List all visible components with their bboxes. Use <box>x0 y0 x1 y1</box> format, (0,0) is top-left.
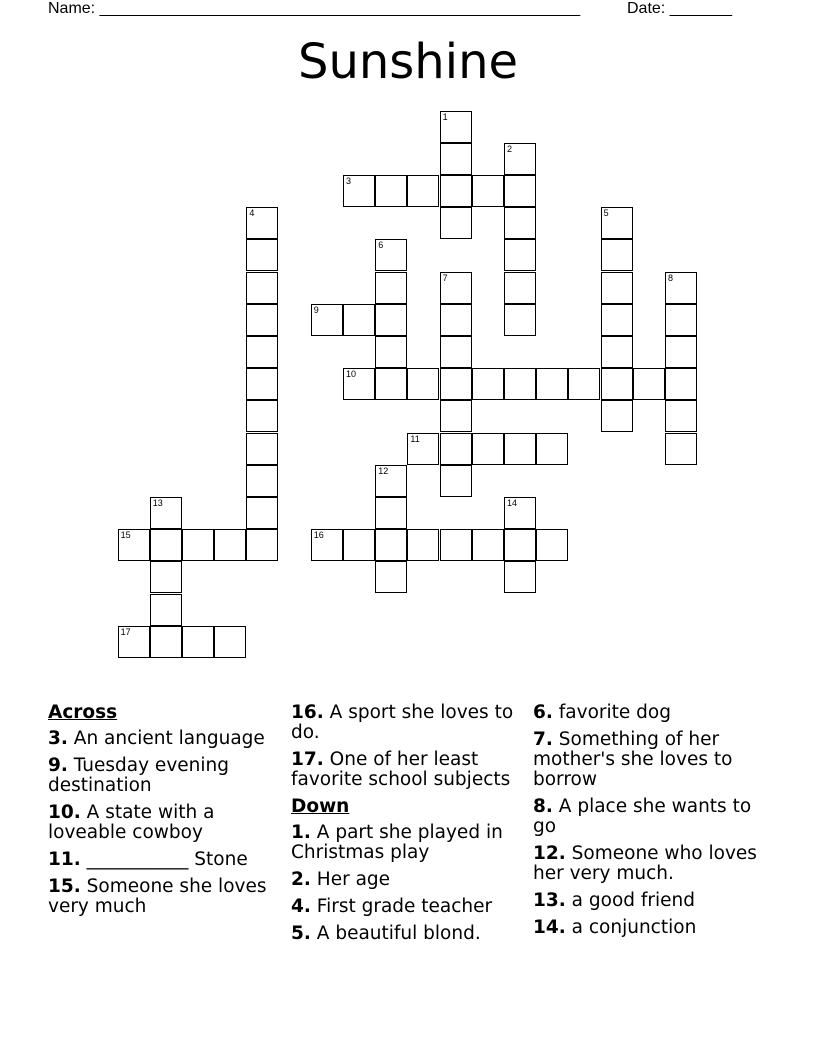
grid-cell[interactable] <box>440 304 472 336</box>
grid-cell[interactable] <box>375 529 407 561</box>
clue-text: a conjunction <box>565 917 697 938</box>
clue-number: 14. <box>533 917 566 938</box>
grid-cell[interactable] <box>440 175 472 207</box>
across-clue <box>291 703 527 743</box>
grid-cell[interactable] <box>440 400 472 432</box>
grid-cell[interactable] <box>375 368 407 400</box>
grid-cell[interactable] <box>504 497 536 529</box>
grid-cell[interactable] <box>375 175 407 207</box>
name-field-label: Name: ______________________________________________________ <box>48 0 581 17</box>
grid-cell[interactable] <box>472 175 504 207</box>
clue-text: a good friend <box>565 890 695 911</box>
grid-cell[interactable] <box>536 433 568 465</box>
grid-cell[interactable] <box>407 529 439 561</box>
grid-cell[interactable] <box>504 561 536 593</box>
clue-number-11: 11 <box>410 433 420 444</box>
grid-cell[interactable] <box>633 368 665 400</box>
grid-cell[interactable] <box>504 272 536 304</box>
down-clue <box>533 797 773 837</box>
grid-cell[interactable] <box>440 111 472 143</box>
across-clue <box>48 877 278 917</box>
clue-number: 7. <box>533 729 553 750</box>
grid-cell[interactable] <box>601 272 633 304</box>
clue-text: An ancient language <box>67 728 265 749</box>
clue-number-16: 16 <box>313 530 324 541</box>
clue-number: 4. <box>291 896 311 917</box>
date-field-label: Date: _______ <box>627 0 732 17</box>
grid-cell[interactable] <box>311 304 343 336</box>
down-clue <box>291 823 527 863</box>
grid-cell[interactable] <box>246 400 278 432</box>
grid-cell[interactable] <box>440 207 472 239</box>
grid-cell[interactable] <box>504 175 536 207</box>
clue-number: 13. <box>533 890 566 911</box>
grid-cell[interactable] <box>601 368 633 400</box>
clue-text: A part she played in Christmas play <box>291 822 503 863</box>
grid-cell[interactable] <box>665 272 697 304</box>
clue-text: ___________ Stone <box>80 849 248 870</box>
grid-cell[interactable] <box>150 626 182 658</box>
grid-cell[interactable] <box>440 272 472 304</box>
grid-cell[interactable] <box>601 304 633 336</box>
grid-cell[interactable] <box>343 368 375 400</box>
grid-cell[interactable] <box>504 143 536 175</box>
grid-cell[interactable] <box>601 400 633 432</box>
grid-cell[interactable] <box>440 336 472 368</box>
grid-cell[interactable] <box>407 368 439 400</box>
grid-cell[interactable] <box>246 239 278 271</box>
grid-cell[interactable] <box>246 368 278 400</box>
clue-number: 6. <box>533 702 553 723</box>
grid-cell[interactable] <box>472 368 504 400</box>
grid-cell[interactable] <box>246 272 278 304</box>
grid-cell[interactable] <box>440 368 472 400</box>
grid-cell[interactable] <box>375 497 407 529</box>
grid-cell[interactable] <box>504 529 536 561</box>
grid-cell[interactable] <box>568 368 600 400</box>
down-clue <box>291 897 527 917</box>
clue-number: 5. <box>291 923 311 944</box>
clue-number-8: 8 <box>668 272 674 283</box>
grid-cell[interactable] <box>182 529 214 561</box>
grid-cell[interactable] <box>504 433 536 465</box>
grid-cell[interactable] <box>440 465 472 497</box>
grid-cell[interactable] <box>665 304 697 336</box>
across-clue <box>48 803 278 843</box>
grid-cell[interactable] <box>375 465 407 497</box>
grid-cell[interactable] <box>343 529 375 561</box>
clue-text: First grade teacher <box>310 896 493 917</box>
clue-number-4: 4 <box>249 208 255 219</box>
clue-number-9: 9 <box>313 304 319 315</box>
clue-number-2: 2 <box>507 143 513 154</box>
down-clue <box>533 730 773 790</box>
grid-cell[interactable] <box>214 529 246 561</box>
grid-cell[interactable] <box>246 336 278 368</box>
clue-number: 10. <box>48 802 81 823</box>
grid-cell[interactable] <box>407 175 439 207</box>
down-clue <box>533 891 773 911</box>
grid-cell[interactable] <box>472 529 504 561</box>
clue-text: Someone who loves her very much. <box>533 843 757 884</box>
clues-column-3 <box>533 703 773 945</box>
grid-cell[interactable] <box>246 433 278 465</box>
clue-text: Something of her mother's she loves to borrow <box>533 729 733 790</box>
grid-cell[interactable] <box>343 304 375 336</box>
grid-cell[interactable] <box>375 304 407 336</box>
grid-cell[interactable] <box>375 561 407 593</box>
clues-column-2 <box>291 703 527 951</box>
grid-cell[interactable] <box>472 433 504 465</box>
clue-text: Her age <box>310 869 391 890</box>
clues-column-1 <box>48 703 278 924</box>
down-clue <box>533 703 773 723</box>
clue-text: A place she wants to go <box>533 796 752 837</box>
clue-text: One of her least favorite school subjects <box>291 749 511 790</box>
grid-cell[interactable] <box>118 626 150 658</box>
clue-number: 2. <box>291 869 311 890</box>
clue-number-3: 3 <box>346 176 352 186</box>
grid-cell[interactable] <box>665 400 697 432</box>
grid-cell[interactable] <box>343 175 375 207</box>
grid-cell[interactable] <box>665 336 697 368</box>
down-clue <box>291 924 527 944</box>
clue-number-14: 14 <box>507 498 518 508</box>
across-clue <box>48 756 278 796</box>
clue-number-7: 7 <box>442 272 448 283</box>
clue-number: 16. <box>291 702 324 723</box>
grid-cell[interactable] <box>601 239 633 271</box>
down-heading: Down <box>291 796 350 817</box>
grid-cell[interactable] <box>150 529 182 561</box>
grid-cell[interactable] <box>246 304 278 336</box>
clue-number: 15. <box>48 876 81 897</box>
clue-number-12: 12 <box>378 465 389 476</box>
down-clue <box>533 918 773 938</box>
clue-number: 9. <box>48 755 68 776</box>
grid-cell[interactable] <box>246 529 278 561</box>
clue-number: 3. <box>48 728 68 749</box>
grid-cell[interactable] <box>665 433 697 465</box>
across-clue <box>48 729 278 749</box>
grid-cell[interactable] <box>150 594 182 626</box>
grid-cell[interactable] <box>150 561 182 593</box>
grid-cell[interactable] <box>440 433 472 465</box>
grid-cell[interactable] <box>536 529 568 561</box>
clue-number-17: 17 <box>120 626 131 637</box>
clue-text: A beautiful blond. <box>310 923 481 944</box>
clue-number: 17. <box>291 749 324 770</box>
clue-number-5: 5 <box>603 208 609 219</box>
grid-cell[interactable] <box>182 626 214 658</box>
grid-cell[interactable] <box>214 626 246 658</box>
across-clue <box>48 850 278 870</box>
down-clue <box>291 870 527 890</box>
clue-text: favorite dog <box>552 702 671 723</box>
grid-cell[interactable] <box>375 239 407 271</box>
down-clue <box>533 844 773 884</box>
grid-cell[interactable] <box>504 207 536 239</box>
across-clue <box>291 750 527 790</box>
grid-cell[interactable] <box>246 465 278 497</box>
clue-number: 1. <box>291 822 311 843</box>
grid-cell[interactable] <box>665 368 697 400</box>
clue-number-10: 10 <box>346 369 357 380</box>
grid-cell[interactable] <box>150 497 182 529</box>
grid-cell[interactable] <box>407 433 439 465</box>
clue-text: A state with a loveable cowboy <box>48 802 215 843</box>
grid-cell[interactable] <box>246 497 278 529</box>
clue-number-13: 13 <box>152 498 163 508</box>
clue-text: A sport she loves to do. <box>291 702 514 743</box>
grid-cell[interactable] <box>311 529 343 561</box>
grid-cell[interactable] <box>601 207 633 239</box>
grid-cell[interactable] <box>118 529 150 561</box>
clue-number-6: 6 <box>378 240 384 251</box>
grid-cell[interactable] <box>375 272 407 304</box>
clue-text: Tuesday evening destination <box>48 755 229 796</box>
grid-cell[interactable] <box>440 529 472 561</box>
grid-cell[interactable] <box>601 336 633 368</box>
grid-cell[interactable] <box>375 336 407 368</box>
clue-number-15: 15 <box>120 530 131 541</box>
puzzle-title: Sunshine <box>297 34 519 90</box>
grid-cell[interactable] <box>504 304 536 336</box>
grid-cell[interactable] <box>440 143 472 175</box>
grid-cell[interactable] <box>504 368 536 400</box>
clue-text: Someone she loves very much <box>48 876 267 917</box>
clue-number: 12. <box>533 843 566 864</box>
clue-number: 11. <box>48 849 81 870</box>
grid-cell[interactable] <box>536 368 568 400</box>
clue-number-1: 1 <box>442 111 448 122</box>
clue-number: 8. <box>533 796 553 817</box>
grid-cell[interactable] <box>246 207 278 239</box>
across-heading: Across <box>48 702 118 723</box>
grid-cell[interactable] <box>504 239 536 271</box>
